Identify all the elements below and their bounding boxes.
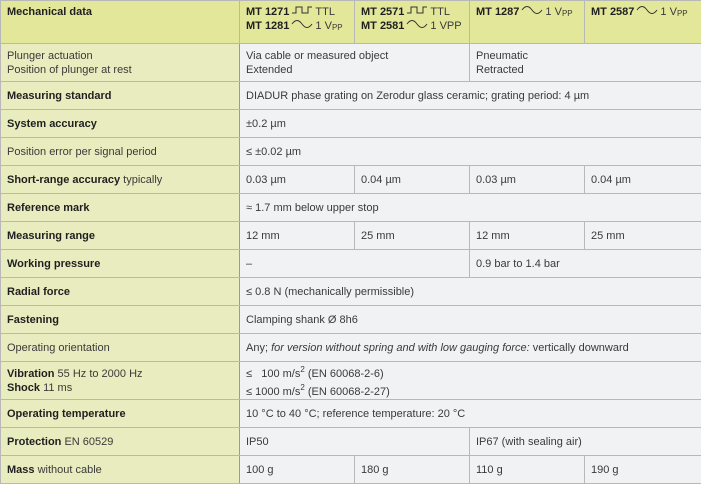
label-radial-force: Radial force <box>1 278 240 306</box>
model-mt1281: MT 1281 <box>246 20 290 33</box>
row-short-range-accuracy <box>1 166 701 194</box>
header-col-mt2571-mt2581 <box>355 1 470 44</box>
signal-1vpp: 1 VPP <box>545 6 573 18</box>
value-short-range-1: 0.03 µm <box>240 166 355 194</box>
label-short-range-accuracy: Short-range accuracy typically <box>1 166 240 194</box>
model-mt2571: MT 2571 <box>361 6 405 18</box>
row-reference-mark <box>1 194 701 222</box>
signal-ttl: TTL <box>430 6 450 18</box>
label-operating-temperature: Operating temperature <box>1 400 240 428</box>
label-working-pressure: Working pressure <box>1 250 240 278</box>
label-mass: Mass without cable <box>1 456 240 484</box>
signal-ttl: TTL <box>315 6 335 18</box>
signal-1vpp: 1 VPP <box>430 20 462 33</box>
label-vibration-shock: Vibration 55 Hz to 2000 Hz Shock 11 ms <box>1 362 240 400</box>
model-mt1287: MT 1287 <box>476 6 520 18</box>
row-operating-orientation <box>1 334 701 362</box>
label-operating-orientation: Operating orientation <box>1 334 240 362</box>
label-system-accuracy: System accuracy <box>1 110 240 138</box>
square-wave-icon <box>406 5 428 19</box>
value-range-1: 12 mm <box>240 222 355 250</box>
value-short-range-4: 0.04 µm <box>585 166 701 194</box>
table-title: Mechanical data <box>1 1 240 44</box>
row-plunger <box>1 44 701 82</box>
row-protection <box>1 428 701 456</box>
value-range-2: 25 mm <box>355 222 470 250</box>
label-protection: Protection EN 60529 <box>1 428 240 456</box>
value-operating-orientation: Any; for version without spring and with low gauging force: vertically downward <box>240 334 701 362</box>
header-row <box>1 1 701 44</box>
row-vibration-shock <box>1 362 701 400</box>
value-range-3: 12 mm <box>470 222 585 250</box>
row-position-error <box>1 138 701 166</box>
label-reference-mark: Reference mark <box>1 194 240 222</box>
square-wave-icon <box>291 5 313 19</box>
label-measuring-range: Measuring range <box>1 222 240 250</box>
value-mass-2: 180 g <box>355 456 470 484</box>
sine-wave-icon <box>291 19 313 33</box>
label-plunger: Plunger actuation Position of plunger at rest <box>1 44 240 82</box>
signal-1vpp: 1 VPP <box>315 20 343 33</box>
sine-wave-icon <box>636 5 658 19</box>
model-mt1271: MT 1271 <box>246 6 290 18</box>
value-plunger-a: Via cable or measured object Extended <box>240 44 470 82</box>
model-mt2581: MT 2581 <box>361 20 405 33</box>
signal-1vpp: 1 VPP <box>660 6 688 18</box>
row-system-accuracy <box>1 110 701 138</box>
value-vibration-shock: ≤ 100 $m/s^2$ (EN 60068-2-6) ≤ 1000 $m/s^2$ (EN 60068-2-27) <box>240 362 701 400</box>
header-col-mt1271-mt1281 <box>240 1 355 44</box>
value-measuring-standard: DIADUR phase grating on Zerodur glass ceramic; grating period: 4 µm <box>240 82 701 110</box>
value-mass-4: 190 g <box>585 456 701 484</box>
row-mass <box>1 456 701 484</box>
value-radial-force: ≤ 0.8 N (mechanically permissible) <box>240 278 701 306</box>
value-system-accuracy: ±0.2 µm <box>240 110 701 138</box>
sine-wave-icon <box>406 19 428 33</box>
value-position-error: ≤ ±0.02 µm <box>240 138 701 166</box>
header-col-mt2587 <box>585 1 701 44</box>
value-pressure-b: 0.9 bar to 1.4 bar <box>470 250 701 278</box>
sine-wave-icon <box>521 5 543 19</box>
row-measuring-range <box>1 222 701 250</box>
value-protection-b: IP67 (with sealing air) <box>470 428 701 456</box>
label-measuring-standard: Measuring standard <box>1 82 240 110</box>
value-operating-temperature: 10 °C to 40 °C; reference temperature: 20 °C <box>240 400 701 428</box>
label-fastening: Fastening <box>1 306 240 334</box>
header-col-mt1287 <box>470 1 585 44</box>
value-mass-1: 100 g <box>240 456 355 484</box>
model-mt2587: MT 2587 <box>591 6 635 18</box>
value-range-4: 25 mm <box>585 222 701 250</box>
row-fastening <box>1 306 701 334</box>
value-protection-a: IP50 <box>240 428 470 456</box>
value-short-range-3: 0.03 µm <box>470 166 585 194</box>
value-plunger-b: Pneumatic Retracted <box>470 44 701 82</box>
row-radial-force <box>1 278 701 306</box>
row-working-pressure <box>1 250 701 278</box>
value-reference-mark: ≈ 1.7 mm below upper stop <box>240 194 701 222</box>
value-pressure-a: – <box>240 250 470 278</box>
row-measuring-standard <box>1 82 701 110</box>
value-fastening: Clamping shank Ø 8h6 <box>240 306 701 334</box>
label-position-error: Position error per signal period <box>1 138 240 166</box>
value-mass-3: 110 g <box>470 456 585 484</box>
row-operating-temperature <box>1 400 701 428</box>
value-short-range-2: 0.04 µm <box>355 166 470 194</box>
